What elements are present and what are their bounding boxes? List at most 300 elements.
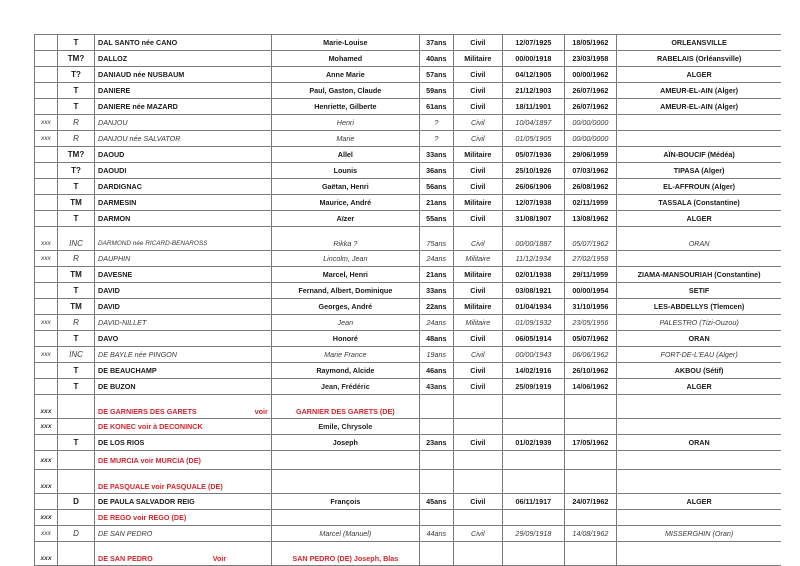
place-cell: ALGER (616, 494, 781, 510)
firstnames-cell: Lincolm, Jean (271, 251, 419, 267)
firstnames-cell: François (271, 494, 419, 510)
table-row (35, 542, 782, 566)
type-cell (453, 419, 502, 435)
type-cell: Militaire (453, 299, 502, 315)
birth-date-cell: 00/00/1918 (502, 51, 564, 67)
place-cell (616, 115, 781, 131)
place-cell: EL-AFFROUN (Alger) (616, 179, 781, 195)
flag-cell (35, 494, 58, 510)
age-cell (419, 542, 453, 566)
birth-date-cell: 26/06/1906 (502, 179, 564, 195)
birth-date-cell: 25/09/1919 (502, 379, 564, 395)
age-cell: 48ans (419, 331, 453, 347)
table-row (35, 283, 782, 299)
firstnames-cell: Fernand, Albert, Dominique (271, 283, 419, 299)
table-row (35, 331, 782, 347)
flag-cell (35, 331, 58, 347)
place-cell: ALGER (616, 67, 781, 83)
death-date-cell: 00/00/0000 (564, 131, 616, 147)
age-cell (419, 510, 453, 526)
surname-cell (95, 510, 272, 526)
type-cell: Civil (453, 35, 502, 51)
type-cell (453, 510, 502, 526)
firstnames-cell: Aïzer (271, 211, 419, 227)
age-cell: 56ans (419, 179, 453, 195)
type-cell: Civil (453, 494, 502, 510)
death-date-cell: 07/03/1962 (564, 163, 616, 179)
death-date-cell: 05/07/1962 (564, 227, 616, 251)
type-cell (453, 395, 502, 419)
flag-cell (35, 363, 58, 379)
birth-date-cell (502, 451, 564, 470)
flag-cell (35, 267, 58, 283)
birth-date-cell: 18/11/1901 (502, 99, 564, 115)
death-date-cell (564, 395, 616, 419)
status-cell (58, 542, 95, 566)
firstnames-cell: Lounis (271, 163, 419, 179)
birth-date-cell: 05/07/1936 (502, 147, 564, 163)
death-date-cell: 00/00/1954 (564, 283, 616, 299)
birth-date-cell: 10/04/1897 (502, 115, 564, 131)
surname-cell (95, 526, 272, 542)
age-cell: 19ans (419, 347, 453, 363)
surname-cell (95, 83, 272, 99)
status-cell: D (58, 494, 95, 510)
place-cell (616, 251, 781, 267)
table-row (35, 470, 782, 494)
table-row (35, 211, 782, 227)
surname-cell (95, 35, 272, 51)
firstnames-cell: Paul, Gaston, Claude (271, 83, 419, 99)
death-date-cell: 17/05/1962 (564, 435, 616, 451)
place-cell: AMEUR-EL-AIN (Alger) (616, 99, 781, 115)
death-date-cell: 23/03/1958 (564, 51, 616, 67)
surname-text: DE KONEC voir à DECONINCK (98, 422, 203, 431)
age-cell: 46ans (419, 363, 453, 379)
status-cell: T (58, 83, 95, 99)
type-cell: Civil (453, 115, 502, 131)
surname-text: DANIERE née MAZARD (98, 102, 178, 111)
death-register-table (34, 34, 781, 566)
firstnames-cell (271, 470, 419, 494)
firstnames-cell: Raymond, Alcide (271, 363, 419, 379)
death-date-cell: 23/05/1956 (564, 315, 616, 331)
table-row (35, 347, 782, 363)
surname-cell (95, 251, 272, 267)
surname-cell (95, 115, 272, 131)
surname-cell (95, 435, 272, 451)
surname-cell (95, 163, 272, 179)
surname-text: DAVO (98, 334, 119, 343)
flag-cell (35, 195, 58, 211)
table-row (35, 419, 782, 435)
place-cell (616, 419, 781, 435)
table-row (35, 299, 782, 315)
age-cell: 33ans (419, 283, 453, 299)
surname-text: DAOUDI (98, 166, 127, 175)
flag-cell: xxx (35, 115, 58, 131)
age-cell (419, 419, 453, 435)
death-date-cell: 26/10/1962 (564, 363, 616, 379)
place-cell: ALGER (616, 379, 781, 395)
age-cell: 75ans (419, 227, 453, 251)
death-date-cell: 26/07/1962 (564, 99, 616, 115)
table-row (35, 315, 782, 331)
place-cell: ORLEANSVILLE (616, 35, 781, 51)
status-cell: R (58, 115, 95, 131)
table-row (35, 67, 782, 83)
flag-cell: xxx (35, 451, 58, 470)
status-cell: T? (58, 67, 95, 83)
birth-date-cell: 06/05/1914 (502, 331, 564, 347)
age-cell: 21ans (419, 267, 453, 283)
birth-date-cell: 00/00/1943 (502, 347, 564, 363)
surname-cell (95, 347, 272, 363)
birth-date-cell: 01/04/1934 (502, 299, 564, 315)
surname-text: DE PASQUALE voir PASQUALE (DE) (98, 482, 223, 491)
flag-cell (35, 83, 58, 99)
surname-text: DE MURCIA voir MURCIA (DE) (98, 455, 201, 465)
birth-date-cell: 25/10/1926 (502, 163, 564, 179)
status-cell: TM (58, 299, 95, 315)
age-cell: ? (419, 131, 453, 147)
status-cell: INC (58, 347, 95, 363)
birth-date-cell: 21/12/1903 (502, 83, 564, 99)
flag-cell (35, 51, 58, 67)
type-cell: Civil (453, 99, 502, 115)
status-cell: TM? (58, 51, 95, 67)
status-cell: T (58, 331, 95, 347)
flag-cell (35, 211, 58, 227)
flag-cell: xxx (35, 470, 58, 494)
age-cell: 33ans (419, 147, 453, 163)
age-cell: 24ans (419, 251, 453, 267)
place-cell: LES-ABDELLYS (Tlemcen) (616, 299, 781, 315)
birth-date-cell: 01/05/1905 (502, 131, 564, 147)
table-row (35, 251, 782, 267)
firstnames-cell: Jean, Frédéric (271, 379, 419, 395)
flag-cell: xxx (35, 526, 58, 542)
surname-text: DANIERE (98, 86, 131, 95)
place-cell: AMEUR-EL-AIN (Alger) (616, 83, 781, 99)
status-cell (58, 419, 95, 435)
table-row (35, 494, 782, 510)
type-cell: Militaire (453, 195, 502, 211)
place-cell: AÏN-BOUCIF (Médéa) (616, 147, 781, 163)
surname-cell (95, 419, 272, 435)
age-cell: 24ans (419, 315, 453, 331)
surname-text: DAVESNE (98, 270, 133, 279)
surname-cell (95, 299, 272, 315)
firstnames-cell: Honoré (271, 331, 419, 347)
birth-date-cell: 00/00/1887 (502, 227, 564, 251)
death-date-cell: 29/11/1959 (564, 267, 616, 283)
type-cell (453, 470, 502, 494)
flag-cell: xxx (35, 347, 58, 363)
table-row (35, 267, 782, 283)
firstnames-cell: GARNIER DES GARETS (DE) (271, 395, 419, 419)
type-cell (453, 451, 502, 470)
flag-cell (35, 435, 58, 451)
status-cell: T (58, 211, 95, 227)
surname-cell (95, 195, 272, 211)
place-cell (616, 131, 781, 147)
birth-date-cell: 04/12/1905 (502, 67, 564, 83)
type-cell: Civil (453, 283, 502, 299)
surname-cell (95, 470, 272, 494)
firstnames-cell: Marcel, Henri (271, 267, 419, 283)
place-cell: FORT-DE-L'EAU (Alger) (616, 347, 781, 363)
death-date-cell: 27/02/1958 (564, 251, 616, 267)
type-cell: Militaire (453, 251, 502, 267)
surname-text: DE BAYLE née PINGON (98, 350, 177, 359)
flag-cell: xxx (35, 131, 58, 147)
surname-cell (95, 99, 272, 115)
status-cell: D (58, 526, 95, 542)
status-cell (58, 470, 95, 494)
table-row (35, 83, 782, 99)
place-cell: TIPASA (Alger) (616, 163, 781, 179)
death-date-cell: 26/08/1962 (564, 179, 616, 195)
table-row (35, 115, 782, 131)
surname-cell (95, 494, 272, 510)
age-cell (419, 451, 453, 470)
firstnames-cell: Maurice, André (271, 195, 419, 211)
birth-date-cell: 02/01/1938 (502, 267, 564, 283)
type-cell: Civil (453, 379, 502, 395)
age-cell: 55ans (419, 211, 453, 227)
surname-cell (95, 67, 272, 83)
status-cell (58, 451, 95, 470)
firstnames-cell: Jean (271, 315, 419, 331)
age-cell: 43ans (419, 379, 453, 395)
firstnames-cell: Mohamed (271, 51, 419, 67)
type-cell: Civil (453, 347, 502, 363)
type-cell (453, 542, 502, 566)
firstnames-cell: Allel (271, 147, 419, 163)
death-date-cell: 13/08/1962 (564, 211, 616, 227)
flag-cell (35, 179, 58, 195)
status-cell: T (58, 179, 95, 195)
flag-cell: xxx (35, 315, 58, 331)
surname-cell (95, 379, 272, 395)
type-cell: Civil (453, 131, 502, 147)
status-cell: T (58, 99, 95, 115)
see-also-label: voir (254, 407, 268, 416)
surname-text: DE SAN PEDRO (98, 529, 153, 538)
flag-cell (35, 299, 58, 315)
surname-cell (95, 542, 272, 566)
flag-cell (35, 379, 58, 395)
status-cell: T? (58, 163, 95, 179)
birth-date-cell: 12/07/1938 (502, 195, 564, 211)
table-row (35, 227, 782, 251)
age-cell: 61ans (419, 99, 453, 115)
surname-cell (95, 395, 272, 419)
birth-date-cell: 03/08/1921 (502, 283, 564, 299)
status-cell: T (58, 283, 95, 299)
type-cell: Militaire (453, 51, 502, 67)
table-row (35, 435, 782, 451)
birth-date-cell: 12/07/1925 (502, 35, 564, 51)
flag-cell (35, 283, 58, 299)
surname-text: DE BUZON (98, 382, 136, 391)
death-date-cell: 14/08/1962 (564, 526, 616, 542)
flag-cell (35, 67, 58, 83)
birth-date-cell: 01/02/1939 (502, 435, 564, 451)
table-row (35, 179, 782, 195)
death-date-cell (564, 451, 616, 470)
surname-text: DE GARNIERS DES GARETS (98, 407, 197, 416)
surname-cell (95, 267, 272, 283)
flag-cell: xxx (35, 251, 58, 267)
surname-text: DARMESIN (98, 198, 137, 207)
type-cell: Civil (453, 179, 502, 195)
firstnames-cell (271, 451, 419, 470)
type-cell: Militaire (453, 315, 502, 331)
age-cell (419, 395, 453, 419)
death-date-cell: 24/07/1962 (564, 494, 616, 510)
see-also-label: Voir (212, 554, 227, 563)
surname-text: DAVID-NILLET (98, 318, 147, 327)
status-cell: T (58, 379, 95, 395)
death-date-cell: 18/05/1962 (564, 35, 616, 51)
status-cell: T (58, 435, 95, 451)
surname-cell (95, 363, 272, 379)
firstnames-cell: Marie-Louise (271, 35, 419, 51)
type-cell: Civil (453, 163, 502, 179)
age-cell: 23ans (419, 435, 453, 451)
place-cell: ORAN (616, 331, 781, 347)
age-cell: 37ans (419, 35, 453, 51)
place-cell: RABELAIS (Orléansville) (616, 51, 781, 67)
flag-cell: xxx (35, 419, 58, 435)
age-cell: 59ans (419, 83, 453, 99)
firstnames-cell: Marie France (271, 347, 419, 363)
surname-cell (95, 331, 272, 347)
surname-text: DAVID (98, 302, 120, 311)
age-cell: 45ans (419, 494, 453, 510)
firstnames-cell: Henriette, Gilberte (271, 99, 419, 115)
type-cell: Militaire (453, 147, 502, 163)
type-cell: Civil (453, 83, 502, 99)
birth-date-cell (502, 395, 564, 419)
firstnames-cell: Gaëtan, Henri (271, 179, 419, 195)
age-cell: 44ans (419, 526, 453, 542)
death-date-cell: 05/07/1962 (564, 331, 616, 347)
surname-text: DANJOU née SALVATOR (98, 134, 181, 143)
place-cell: PALESTRO (Tizi-Ouzou) (616, 315, 781, 331)
type-cell: Civil (453, 526, 502, 542)
age-cell: ? (419, 115, 453, 131)
status-cell: T (58, 35, 95, 51)
firstnames-cell: Georges, André (271, 299, 419, 315)
surname-text: DAL SANTO née CANO (98, 38, 178, 47)
place-cell: MISSERGHIN (Oran) (616, 526, 781, 542)
type-cell: Civil (453, 331, 502, 347)
type-cell: Civil (453, 67, 502, 83)
table-row (35, 99, 782, 115)
surname-cell (95, 211, 272, 227)
death-date-cell: 00/00/0000 (564, 115, 616, 131)
firstnames-cell: Marie (271, 131, 419, 147)
firstnames-cell (271, 510, 419, 526)
surname-text: DAUPHIN (98, 254, 131, 263)
surname-text: DANIAUD née NUSBAUM (98, 70, 185, 79)
type-cell: Civil (453, 363, 502, 379)
table-row (35, 363, 782, 379)
place-cell: ZIAMA-MANSOURIAH (Constantine) (616, 267, 781, 283)
table-row (35, 131, 782, 147)
flag-cell: xxx (35, 542, 58, 566)
place-cell: SETIF (616, 283, 781, 299)
surname-cell (95, 315, 272, 331)
death-date-cell: 00/00/1962 (564, 67, 616, 83)
death-date-cell (564, 470, 616, 494)
type-cell: Civil (453, 211, 502, 227)
table-row (35, 526, 782, 542)
age-cell: 36ans (419, 163, 453, 179)
surname-cell (95, 51, 272, 67)
table-row (35, 35, 782, 51)
place-cell: TASSALA (Constantine) (616, 195, 781, 211)
flag-cell: xxx (35, 510, 58, 526)
place-cell: ORAN (616, 435, 781, 451)
surname-text: DE BEAUCHAMP (98, 366, 157, 375)
surname-text: DANJOU (98, 118, 128, 127)
death-date-cell: 26/07/1962 (564, 83, 616, 99)
status-cell: TM (58, 267, 95, 283)
surname-text: DARMON (98, 214, 131, 223)
type-cell: Civil (453, 435, 502, 451)
firstnames-cell: Emile, Chrysole (271, 419, 419, 435)
surname-text: DAVID (98, 286, 120, 295)
flag-cell (35, 35, 58, 51)
table-row (35, 395, 782, 419)
death-date-cell (564, 542, 616, 566)
flag-cell (35, 147, 58, 163)
surname-text: DARDIGNAC (98, 182, 142, 191)
death-date-cell (564, 510, 616, 526)
firstnames-cell: Marcel (Manuel) (271, 526, 419, 542)
surname-cell (95, 283, 272, 299)
status-cell: TM (58, 195, 95, 211)
place-cell: ORAN (616, 227, 781, 251)
firstnames-cell: SAN PEDRO (DE) Joseph, Blas (271, 542, 419, 566)
status-cell: R (58, 315, 95, 331)
surname-text: DARMOND née RICARD-BENAROSS (98, 240, 208, 247)
age-cell: 57ans (419, 67, 453, 83)
firstnames-cell: Anne Marie (271, 67, 419, 83)
place-cell (616, 510, 781, 526)
birth-date-cell: 29/09/1918 (502, 526, 564, 542)
table-row (35, 510, 782, 526)
table-row (35, 195, 782, 211)
birth-date-cell (502, 542, 564, 566)
birth-date-cell: 14/02/1916 (502, 363, 564, 379)
birth-date-cell (502, 470, 564, 494)
death-date-cell: 14/06/1962 (564, 379, 616, 395)
death-date-cell: 31/10/1956 (564, 299, 616, 315)
firstnames-cell: Henri (271, 115, 419, 131)
firstnames-cell: Joseph (271, 435, 419, 451)
table-row (35, 451, 782, 470)
place-cell: ALGER (616, 211, 781, 227)
flag-cell: xxx (35, 227, 58, 251)
birth-date-cell: 11/12/1934 (502, 251, 564, 267)
surname-text: DE REGO voir REGO (DE) (98, 513, 187, 522)
table-row (35, 379, 782, 395)
